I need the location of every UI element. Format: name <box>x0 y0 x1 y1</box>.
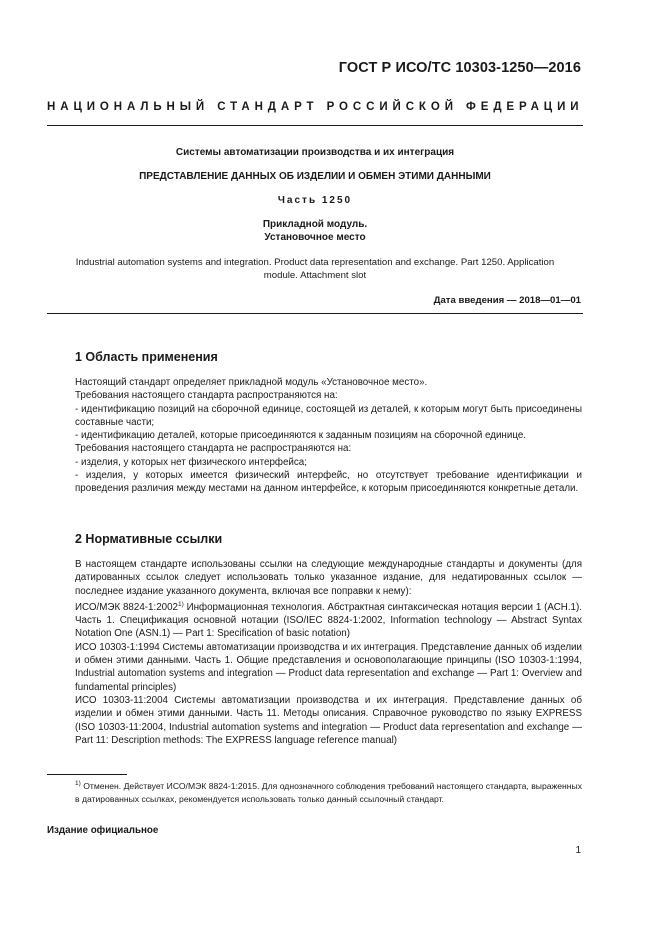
section1-paragraph: - изделия, у которых имеется физический интерфейс, но отсутствует требование идентификации и проведения различия между местами на данном интерфейсе, к которым присоединяются конкретные детали. <box>75 470 582 495</box>
series-title: Системы автоматизации производства и их интеграция <box>175 147 455 158</box>
reference-item: ИСО 10303-1:1994 Системы автоматизации производства и их интеграция. Представление данных об изделии и обмен этими данными. Часть 1. Общие представления и основополагающие принципы (ISO 10303-1:1994, Industrial automation systems and integration — Product data representation and exchange — Part 1: Overview and fundamental principles) <box>75 641 582 693</box>
title-block-rule <box>47 313 583 314</box>
footnote-mark: 1) <box>75 780 81 787</box>
module-title-line1: Прикладной модуль. <box>262 219 368 230</box>
reference-item: ИСО 10303-11:2004 Системы автоматизации производства и их интеграция. Представление данных об изделии и обмен этими данными. Часть 11. Методы описания. Справочное руководство по языку EXPRESS (ISO 10303-11:2004, Industrial automation systems and integration — Product data representation and exchange — Part 11: Description methods: The EXPRESS language reference manual) <box>75 694 582 746</box>
section1-paragraph: - изделия, у которых нет физического интерфейса; <box>75 456 307 468</box>
main-title: ПРЕДСТАВЛЕНИЕ ДАННЫХ ОБ ИЗДЕЛИИ И ОБМЕН ЭТИМИ ДАННЫМИ <box>139 171 491 182</box>
section2-intro: В настоящем стандарте использованы ссылки на следующие международные стандарты и документы (для датированных ссылок следует использовать только указанное издание, для недатированных ссылок — последнее издание указанного документа, включая все поправки к нему): <box>75 559 582 597</box>
section1-paragraph: Настоящий стандарт определяет прикладной модуль «Установочное место». <box>75 377 428 388</box>
section1-heading: 1 Область применения <box>75 350 218 364</box>
module-title-line2: Установочное место <box>264 232 366 243</box>
header-rule <box>47 125 583 126</box>
national-standard-banner: НАЦИОНАЛЬНЫЙ СТАНДАРТ РОССИЙСКОЙ ФЕДЕРАЦИИ <box>47 101 584 113</box>
english-title: Industrial automation systems and integration. Product data representation and exchange. Part 1250. Application module. Attachment slot <box>75 257 555 281</box>
section2-body <box>75 558 582 747</box>
reference-code: ИСО/МЭК 8824-1:2002 <box>75 601 178 613</box>
page-number: 1 <box>575 845 581 856</box>
footnote-text: Отменен. Действует ИСО/МЭК 8824-1:2015. Для однозначного соблюдения требований настоящего стандарта, выраженных в датированных ссылках, рекомендуется использовать только данный ссылочный стандарт. <box>75 781 582 804</box>
document-code: ГОСТ Р ИСО/ТС 10303-1250—2016 <box>338 60 581 76</box>
footnote <box>75 777 582 806</box>
section1-body <box>75 376 582 496</box>
part-title: Часть 1250 <box>277 195 353 206</box>
official-edition-label: Издание официальное <box>47 825 159 836</box>
section1-paragraph: Требования настоящего стандарта не распространяются на: <box>75 443 352 455</box>
introduction-date: Дата введения — 2018—01—01 <box>433 295 581 306</box>
reference-item <box>75 598 582 641</box>
reference-text: Информационная технология. Абстрактная синтаксическая нотация версии 1 (АСН.1). Часть 1. Спецификация основной нотации (ISO/IEC 8824-1:2002, Information technology — Abstract Syntax Notation One (ASN.1) — Part 1: Specification of basic notation) <box>75 601 582 640</box>
section1-paragraph: - идентификацию позиций на сборочной единице, состоящей из деталей, к которым могут быть присоединены составные части; <box>75 403 582 428</box>
footnote-rule <box>47 774 127 775</box>
footnote-marker: 1) <box>178 600 184 608</box>
section1-paragraph: - идентификацию деталей, которые присоединяются к заданным позициям на сборочной единице. <box>75 430 526 442</box>
section1-paragraph: Требования настоящего стандарта распространяются на: <box>75 390 338 402</box>
section2-heading: 2 Нормативные ссылки <box>75 532 223 546</box>
